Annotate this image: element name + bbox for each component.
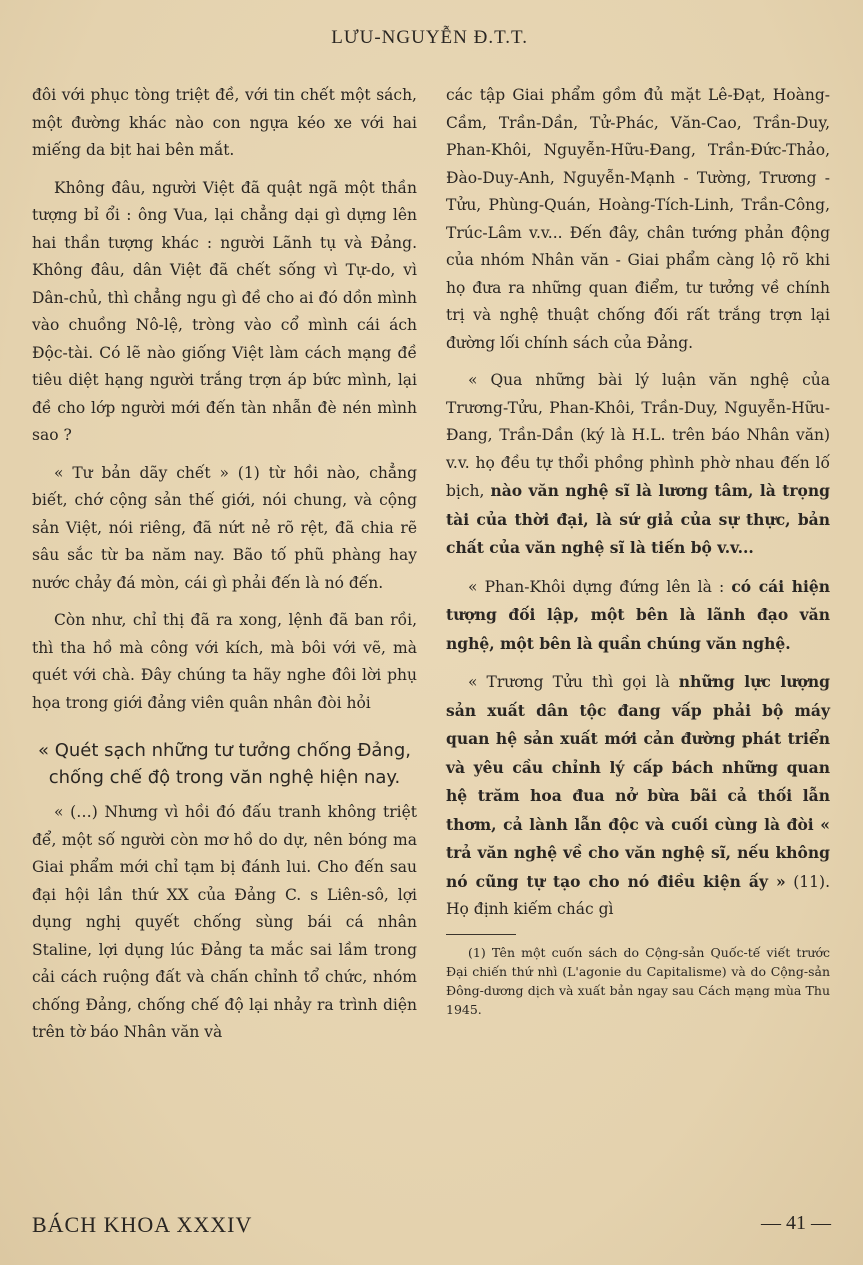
paragraph: đôi với phục tòng triệt đề, với tin chết một sách, một đường khác nào con ngựa kéo xe với hai miếng da bịt hai bên mắt. [32,86,417,159]
paragraph-text: « Qua những bài lý luận văn nghệ của Trương-Tửu, Phan-Khôi, Trần-Duy, Nguyễn-Hữu-Đang, Trần-Dần (ký là H.L. trên báo Nhân văn) v.v. họ đều tự thổi phồng phình phờ nhau đến lố bịch, [446,371,830,500]
bold-emphasis: những lực lượng sản xuất dân tộc đang vấp phải bộ máy quan hệ sản xuất mới cản đường phát triển và yêu cầu chỉnh lý cấp bách những quan hệ trăm hoa đua nở bừa bãi cả thối lẫn thơm, cả lành lẫn độc và cuối cùng là đòi « trả văn nghệ về cho văn nghệ sĩ, nếu không nó cũng tự tạo cho nó điều kiện ấy » [446,672,830,891]
page-number: — 41 — [761,1212,831,1234]
paragraph [446,573,830,659]
footnote: (1) Tên một cuốn sách do Cộng-sản Quốc-tế viết trước Đại chiến thứ nhì (L'agonie du Capitalisme) và do Cộng-sản Đông-dương dịch và xuất bản ngay sau Cách mạng mùa Thu 1945. [446,944,830,1017]
paragraph-text: « Trương Tửu thì gọi là [468,673,670,691]
paragraph [446,668,830,924]
quoted-heading: « Quét sạch những tư tưởng chống Đảng, chống chế độ trong văn nghệ hiện nay. [37,740,411,788]
paragraph: « Tư bản dãy chết » (1) từ hồi nào, chẳng biết, chớ cộng sản thế giới, nói chung, và cộng sản Việt, nói riêng, đã nứt nẻ rõ rệt, đã chia rẽ sâu sắc từ ba năm nay. Bão tố phũ phàng hay nước chảy đá mòn, cái gì phải đến là nó đến. [32,463,417,592]
paragraph-text: « Phan-Khôi dựng đứng lên là : [468,577,725,596]
magazine-title: BÁCH KHOA XXXIV [32,1212,253,1237]
footnote-divider [446,934,516,935]
running-head: LƯU-NGUYỄN Đ.T.T. [331,27,528,48]
paragraph [446,367,830,563]
right-column [446,82,830,1029]
paragraph: « (…) Nhưng vì hồi đó đấu tranh không triệt để, một số người còn mơ hồ do dự, nên bóng ma Giai phẩm mới chỉ tạm bị đánh lui. Cho đến sau đại hội lần thứ XX của Đảng C. s Liên-sô, lợi dụng nghị quyết chống sùng bái cá nhân Staline, lợi dụng lúc Đảng ta mắc sai lầm trong cải cách ruộng đất và chấn chỉnh tổ chức, nhóm chống Đảng, chống chế độ lại nhảy ra trình diện trên tờ báo Nhân văn và [32,803,417,1041]
paragraph: Không đâu, người Việt đã quật ngã một thần tượng bỉ ổi : ông Vua, lại chẳng dại gì dựng lên hai thần tượng khác : người Lãnh tụ và Đảng. Không đâu, dân Việt đã chết sống vì Tự-do, vì Dân-chủ, thì chẳng ngu gì đề cho ai đó dồn mình vào chuồng Nô-lệ, tròng vào cổ mình cái ách Độc-tài. Có lẽ nào giống Việt làm cách mạng đề tiêu diệt hạng người trắng trợn áp bức mình, lại đề cho lớp người mới đến tàn nhẫn đè nén mình sao ? [32,178,417,444]
paragraph-text: (11). Họ định kiếm chác gì [446,872,830,918]
paragraph: các tập Giai phẩm gồm đủ mặt Lê-Đạt, Hoàng-Cầm, Trần-Dần, Tử-Phác, Văn-Cao, Trần-Duy, Phan-Khôi, Nguyễn-Hữu-Đang, Trần-Đức-Thảo, Đào-Duy-Anh, Nguyễn-Mạnh - Tường, Trương - Tửu, Phùng-Quán, Hoàng-Tích-Linh, Trần-Công, Trúc-Lâm v.v... Đến đây, chân tướng phản động của nhóm Nhân văn - Giai phẩm càng lộ rõ khi họ đưa ra những quan điểm, tư tưởng về chính trị và nghệ thuật chống đối rất trắng trợn lại đường lối chính sách của Đảng. [446,86,830,352]
bold-emphasis: nào văn nghệ sĩ là lương tâm, là trọng tài của thời đại, là sứ giả của sự thực, bản chất của văn nghệ sĩ là tiến bộ v.v... [446,481,830,557]
left-column [32,82,417,1057]
bold-emphasis: có cái hiện tượng đối lập, một bên là lãnh đạo văn nghệ, một bên là quần chúng văn nghệ. [446,576,830,653]
paragraph: Còn như, chỉ thị đã ra xong, lệnh đã ban rồi, thì tha hồ mà công với kích, mà bôi với vẽ, mà quét với chà. Đây chúng ta hãy nghe đôi lời phụ họa trong giới đảng viên quân nhân đòi hỏi [32,611,417,712]
